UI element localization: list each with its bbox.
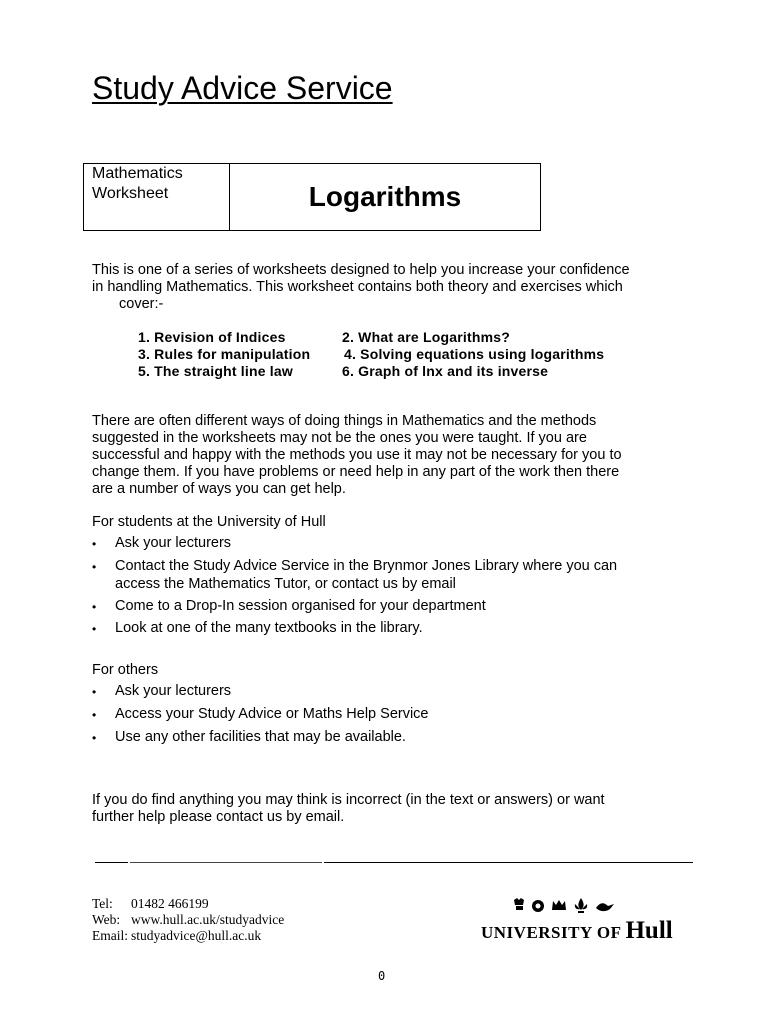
university-logo	[472, 896, 674, 948]
list-item: Look at one of the many textbooks in the library.	[115, 620, 423, 636]
intro-paragraph	[92, 262, 692, 313]
list-item: Ask your lecturers	[115, 683, 232, 699]
logo-word-university: UNIVERSITY OF	[481, 923, 622, 942]
intro-line: in handling Mathematics. This worksheet contains both theory and exercises which	[92, 279, 623, 295]
topic-item: 3. Rules for manipulation	[138, 346, 311, 362]
list-item: Use any other facilities that may be available.	[115, 729, 406, 745]
hull-students-heading: For students at the University of Hull	[92, 514, 326, 530]
others-heading: For others	[92, 662, 159, 678]
methods-line: are a number of ways you can get help.	[92, 481, 346, 497]
list-item: Ask your lecturers	[115, 535, 232, 551]
tel-label: Tel:	[92, 896, 113, 911]
tel-value: 01482 466199	[131, 896, 209, 911]
closing-line: further help please contact us by email.	[92, 809, 345, 825]
heraldic-crests-icon	[508, 896, 634, 916]
footer-rule-segment	[95, 862, 128, 863]
bullet-icon: •	[92, 600, 97, 614]
bullet-icon: •	[92, 708, 97, 722]
logo-word-hull: Hull	[625, 917, 673, 944]
closing-line: If you do find anything you may think is incorrect (in the text or answers) or want	[92, 792, 605, 808]
footer-rule	[324, 862, 693, 863]
bullet-icon: •	[92, 685, 97, 699]
bullet-icon: •	[92, 731, 97, 745]
topic-item: 4. Solving equations using logarithms	[344, 346, 605, 362]
list-item: Contact the Study Advice Service in the Brynmor Jones Library where you can	[115, 558, 618, 574]
worksheet-topic: Logarithms	[308, 181, 462, 212]
methods-paragraph	[92, 413, 692, 498]
worksheet-type-line1: Mathematics	[92, 165, 183, 182]
topic-item: 1. Revision of Indices	[138, 329, 286, 345]
bullet-icon: •	[92, 537, 97, 551]
university-logo-wordmark	[481, 917, 673, 945]
methods-line: There are often different ways of doing things in Mathematics and the methods	[92, 413, 597, 429]
worksheet-header-box	[83, 163, 541, 231]
topic-item: 2. What are Logarithms?	[342, 329, 510, 345]
page-number: 0	[378, 969, 386, 983]
footer-rule-segment	[130, 862, 322, 863]
web-link[interactable]: www.hull.ac.uk/studyadvice	[131, 912, 285, 927]
intro-line: cover:-	[119, 296, 164, 312]
methods-line: successful and happy with the methods you use it may not be necessary for you to	[92, 447, 622, 463]
list-item-continuation: access the Mathematics Tutor, or contact us by email	[115, 576, 456, 592]
list-item: Come to a Drop-In session organised for your department	[115, 598, 486, 614]
topic-item: 5. The straight line law	[138, 363, 293, 379]
methods-line: suggested in the worksheets may not be the ones you were taught. If you are	[92, 430, 587, 446]
bullet-icon: •	[92, 560, 97, 574]
intro-line: This is one of a series of worksheets designed to help you increase your confidence	[92, 262, 630, 278]
topic-item: 6. Graph of lnx and its inverse	[342, 363, 549, 379]
page-title: Study Advice Service	[92, 70, 393, 106]
email-label: Email:	[92, 928, 128, 943]
worksheet-type-line2: Worksheet	[92, 185, 169, 202]
methods-line: change them. If you have problems or need help in any part of the work then there	[92, 464, 620, 480]
closing-paragraph	[92, 792, 692, 826]
bullet-icon: •	[92, 622, 97, 636]
list-item: Access your Study Advice or Maths Help Service	[115, 706, 429, 722]
web-label: Web:	[92, 912, 121, 927]
email-link[interactable]: studyadvice@hull.ac.uk	[131, 928, 262, 943]
worksheet-type-cell	[84, 164, 230, 230]
